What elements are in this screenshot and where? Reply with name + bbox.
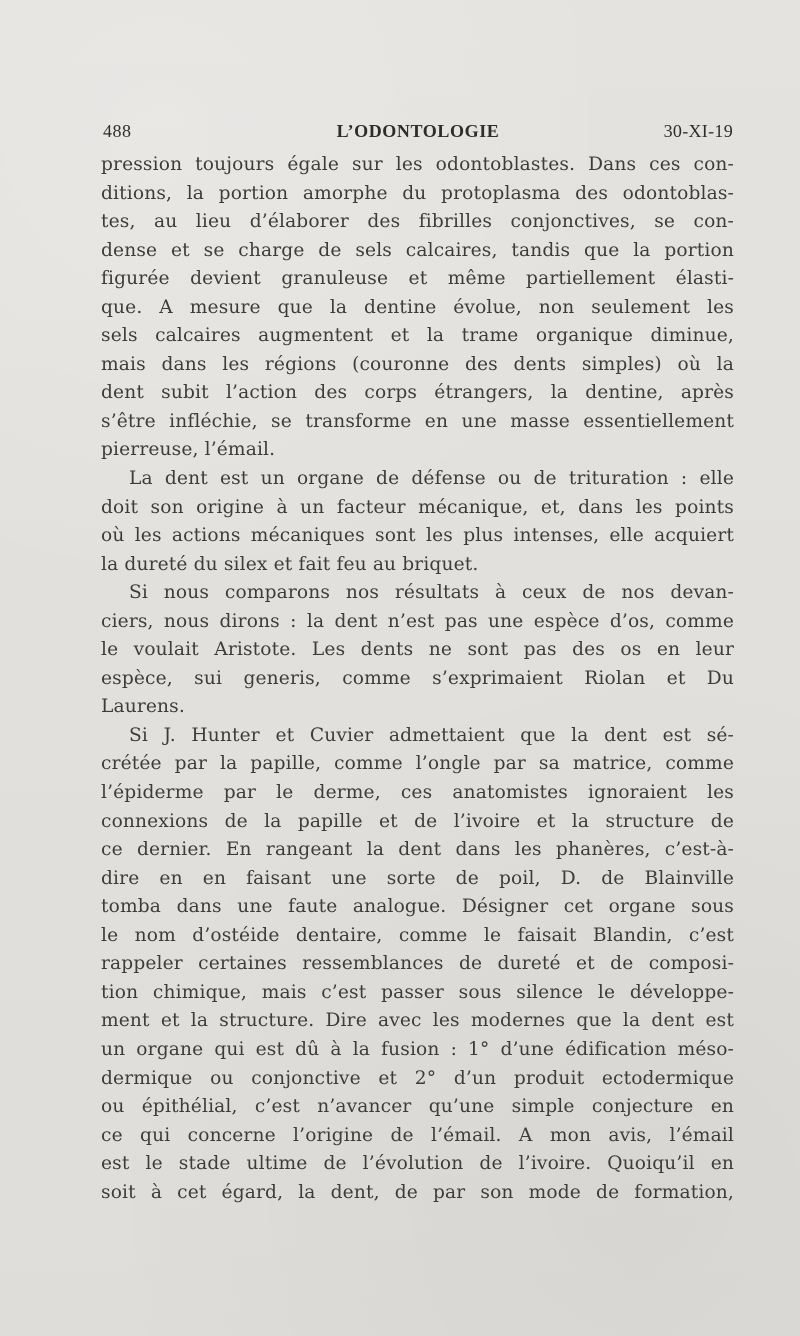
text-line: est le stade ultime de l’évolution de l’ivoire. Quoiqu’il en [101,1153,734,1175]
text-line: soit à cet égard, la dent, de par son mode de formation, [101,1181,734,1203]
text-line: La dent est un organe de défense ou de trituration : elle [129,468,734,490]
text-line: pierreuse, l’émail. [101,439,276,461]
text-line: dent subit l’action des corps étrangers, la dentine, après [101,382,734,404]
text-line: la dureté du silex et fait feu au briquet. [101,553,479,575]
text-line: Si nous comparons nos résultats à ceux de nos devan- [129,582,734,604]
text-line: Si J. Hunter et Cuvier admettaient que la dent est sé- [129,724,734,746]
text-line: ou épithélial, c’est n’avancer qu’une simple conjecture en [101,1096,734,1118]
text-line: mais dans les régions (couronne des dents simples) où la [101,353,734,375]
text-line: tomba dans une faute analogue. Désigner cet organe sous [101,896,734,918]
text-line: connexions de la papille et de l’ivoire et la structure de [101,810,734,832]
text-line: dermique ou conjonctive et 2° d’un produit ectodermique [101,1067,734,1089]
text-line: un organe qui est dû à la fusion : 1° d’une édification méso- [101,1038,734,1060]
text-line: l’épiderme par le derme, ces anatomistes ignoraient les [101,782,734,804]
text-line: ment et la structure. Dire avec les modernes que la dent est [101,1010,734,1032]
text-line: que. A mesure que la dentine évolue, non seulement les [101,296,734,318]
text-line: ce qui concerne l’origine de l’émail. A mon avis, l’émail [101,1124,734,1146]
text-line: tion chimique, mais c’est passer sous silence le développe- [101,981,734,1003]
text-line: tes, au lieu d’élaborer des fibrilles conjonctives, se con- [101,211,734,233]
running-title: L’ODONTOLOGIE [336,121,500,141]
text-line: dense et se charge de sels calcaires, tandis que la portion [101,239,734,261]
text-line: ditions, la portion amorphe du protoplasma des odontoblas- [101,182,734,204]
text-line: figurée devient granuleuse et même partiellement élasti- [101,268,734,290]
text-line: espèce, sui generis, comme s’exprimaient Riolan et Du [101,667,734,689]
body-text [101,151,734,1207]
page-number: 488 [103,121,132,141]
issue-date: 30-XI-19 [663,121,733,141]
text-line: dire en en faisant une sorte de poil, D. de Blainville [101,867,734,889]
text-line: le voulait Aristote. Les dents ne sont pas des os en leur [101,639,734,661]
text-line: où les actions mécaniques sont les plus intenses, elle acquiert [101,525,734,547]
page-header [103,116,733,146]
text-line: pression toujours égale sur les odontoblastes. Dans ces con- [101,154,734,175]
text-line: doit son origine à un facteur mécanique, et, dans les points [101,496,734,518]
text-line: sels calcaires augmentent et la trame organique diminue, [101,325,734,347]
text-line: Laurens. [101,696,185,718]
text-line: crétée par la papille, comme l’ongle par sa matrice, comme [101,753,734,775]
text-line: s’être infléchie, se transforme en une masse essentiellement [101,410,734,432]
text-line: ce dernier. En rangeant la dent dans les phanères, c’est-à- [101,839,734,861]
text-line: ciers, nous dirons : la dent n’est pas une espèce d’os, comme [101,610,734,632]
text-line: rappeler certaines ressemblances de dureté et de composi- [101,953,734,975]
text-line: le nom d’ostéide dentaire, comme le faisait Blandin, c’est [101,924,734,946]
